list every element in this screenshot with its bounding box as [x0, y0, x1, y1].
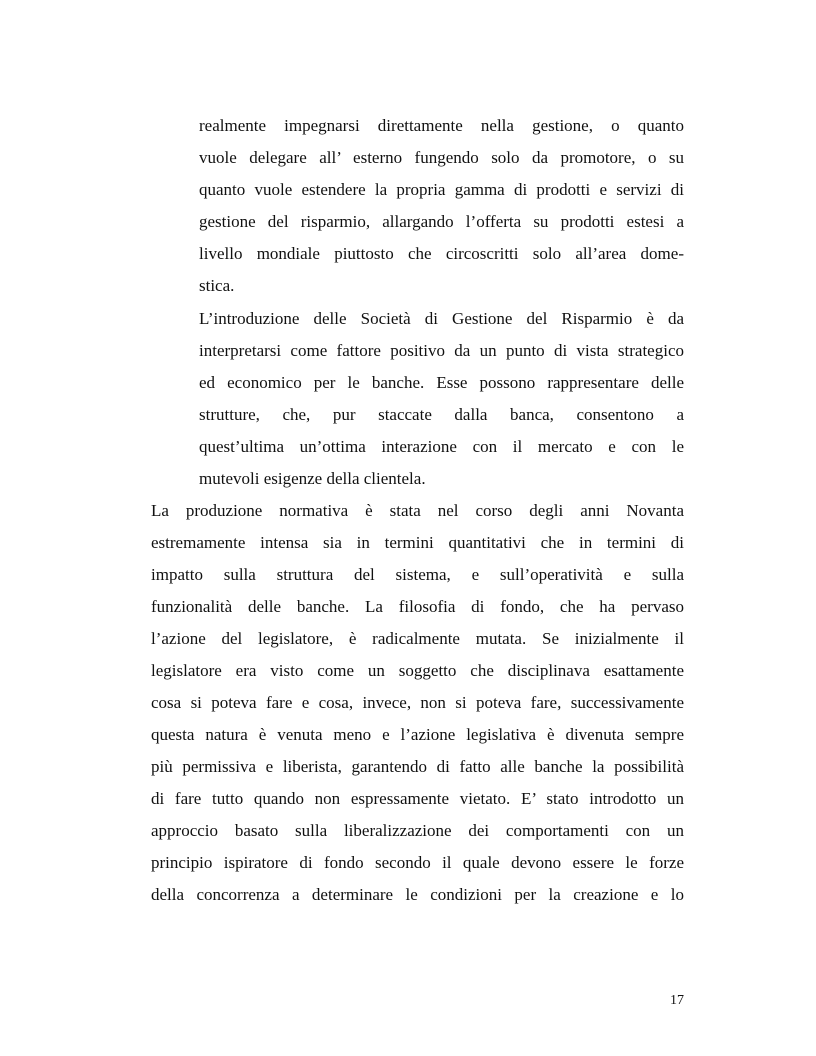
text-line: della concorrenza a determinare le condizioni per la creazione e lo — [151, 885, 684, 904]
text-line: gestione del risparmio, allargando l’offerta su prodotti estesi a — [199, 212, 684, 231]
text-line: realmente impegnarsi direttamente nella gestione, o quanto — [199, 116, 684, 135]
text-line: strutture, che, pur staccate dalla banca, consentono a — [199, 405, 684, 424]
text-line: livello mondiale piuttosto che circoscritti solo all’area dome- — [199, 244, 684, 263]
text-line: ed economico per le banche. Esse possono rappresentare delle — [199, 373, 684, 392]
text-line: quanto vuole estendere la propria gamma di prodotti e servizi di — [199, 180, 684, 199]
text-line: vuole delegare all’ esterno fungendo solo da promotore, o su — [199, 148, 684, 167]
text-line: La produzione normativa è stata nel corso degli anni Novanta — [151, 501, 684, 520]
text-line: funzionalità delle banche. La filosofia di fondo, che ha pervaso — [151, 597, 684, 616]
text-line: cosa si poteva fare e cosa, invece, non si poteva fare, successivamente — [151, 693, 684, 712]
text-line: principio ispiratore di fondo secondo il quale devono essere le forze — [151, 853, 684, 872]
text-line: approccio basato sulla liberalizzazione dei comportamenti con un — [151, 821, 684, 840]
text-line: mutevoli esigenze della clientela. — [199, 469, 426, 488]
text-line: estremamente intensa sia in termini quantitativi che in termini di — [151, 533, 684, 552]
text-line: più permissiva e liberista, garantendo di fatto alle banche la possibilità — [151, 757, 684, 776]
text-line: impatto sulla struttura del sistema, e sull’operatività e sulla — [151, 565, 684, 584]
text-line: interpretarsi come fattore positivo da un punto di vista strategico — [199, 341, 684, 360]
text-line: L’introduzione delle Società di Gestione del Risparmio è da — [199, 309, 684, 328]
page-number: 17 — [670, 993, 684, 1008]
text-line: stica. — [199, 276, 235, 295]
text-line: legislatore era visto come un soggetto che disciplinava esattamente — [151, 661, 684, 680]
text-line: quest’ultima un’ottima interazione con il mercato e con le — [199, 437, 684, 456]
text-line: questa natura è venuta meno e l’azione legislativa è divenuta sempre — [151, 725, 684, 744]
text-line: l’azione del legislatore, è radicalmente mutata. Se inizialmente il — [151, 629, 684, 648]
text-line: di fare tutto quando non espressamente vietato. E’ stato introdotto un — [151, 789, 684, 808]
